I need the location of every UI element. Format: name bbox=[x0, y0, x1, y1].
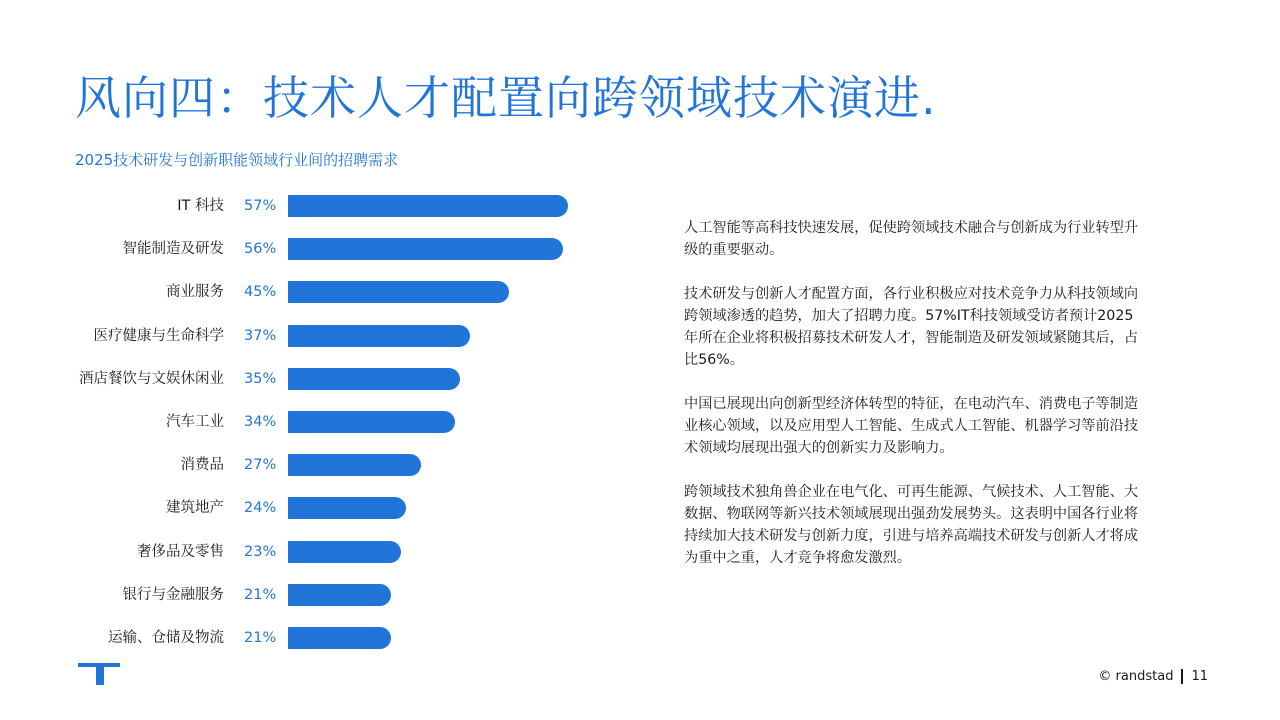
category-label: 运输、仓储及物流 bbox=[108, 630, 224, 646]
value-label: 34% bbox=[244, 414, 277, 430]
value-label: 27% bbox=[244, 457, 277, 474]
chart-row bbox=[0, 497, 640, 519]
category-label: 银行与金融服务 bbox=[122, 586, 224, 603]
chart-row bbox=[0, 281, 640, 303]
category-label: 智能制造及研发 bbox=[122, 241, 224, 258]
bar bbox=[288, 368, 460, 390]
paragraph: 人工智能等高科技快速发展，促使跨领域技术融合与创新成为行业转型升级的重要驱动。 bbox=[684, 220, 1139, 258]
paragraph: 跨领域技术独角兽企业在电气化、可再生能源、气候技术、人工智能、大数据、物联网等新兴技术领域展现出强劲发展势头。这表明中国各行业将持续加大技术研发与创新力度，引进与培养高端技术研发与创新人才将成为重中之重，人才竞争将愈发激烈。 bbox=[684, 484, 1139, 566]
chart-row bbox=[0, 454, 640, 476]
value-label: 35% bbox=[244, 370, 277, 387]
bar bbox=[288, 238, 563, 260]
bar bbox=[288, 195, 568, 217]
footer-divider bbox=[1181, 669, 1183, 684]
category-label: 消费品 bbox=[180, 457, 224, 474]
chart-title: 2025技术研发与创新职能领域行业间的招聘需求 bbox=[75, 151, 399, 169]
category-label: 医疗健康与生命科学 bbox=[93, 327, 224, 344]
bar bbox=[288, 454, 421, 476]
chart-row bbox=[0, 195, 640, 217]
category-label: 商业服务 bbox=[166, 284, 224, 301]
category-label: 汽车工业 bbox=[166, 414, 224, 430]
category-label: 奢侈品及零售 bbox=[137, 543, 224, 560]
category-label: 建筑地产 bbox=[166, 500, 224, 517]
body-text bbox=[684, 217, 1146, 591]
chart-row bbox=[0, 411, 640, 433]
chart-row bbox=[0, 627, 640, 649]
bar bbox=[288, 325, 470, 347]
category-label: IT 科技 bbox=[177, 198, 224, 214]
value-label: 45% bbox=[244, 284, 277, 301]
page-title: 风向四：技术人才配置向跨领域技术演进. bbox=[75, 71, 937, 125]
paragraph: 技术研发与创新人才配置方面，各行业积极应对技术竞争力从科技领域向跨领域渗透的趋势，加大了招聘力度。57%IT科技领域受访者预计2025年所在企业将积极招募技术研发人才，智能制造及研发领域紧随其后，占比56%。 bbox=[684, 286, 1139, 368]
bar bbox=[288, 281, 509, 303]
value-label: 57% bbox=[244, 198, 277, 214]
value-label: 21% bbox=[244, 630, 277, 646]
value-label: 24% bbox=[244, 500, 277, 517]
bar bbox=[288, 584, 391, 606]
bar bbox=[288, 627, 391, 649]
chart-row bbox=[0, 584, 640, 606]
randstad-logo-icon bbox=[77, 663, 121, 691]
chart-row bbox=[0, 238, 640, 260]
bar bbox=[288, 541, 401, 563]
footer bbox=[1098, 669, 1208, 684]
chart-row bbox=[0, 541, 640, 563]
category-label: 酒店餐饮与文娱休闲业 bbox=[79, 370, 224, 387]
copyright-brand: © randstad bbox=[1098, 669, 1174, 684]
value-label: 56% bbox=[244, 241, 277, 258]
page-number: 11 bbox=[1191, 669, 1208, 684]
bar bbox=[288, 497, 406, 519]
value-label: 21% bbox=[244, 586, 277, 603]
chart-row bbox=[0, 368, 640, 390]
paragraph: 中国已展现出向创新型经济体转型的特征，在电动汽车、消费电子等制造业核心领域，以及应用型人工智能、生成式人工智能、机器学习等前沿技术领域均展现出强大的创新实力及影响力。 bbox=[684, 396, 1139, 456]
value-label: 23% bbox=[244, 543, 277, 560]
value-label: 37% bbox=[244, 327, 277, 344]
chart-row bbox=[0, 325, 640, 347]
bar-chart bbox=[0, 190, 640, 660]
bar bbox=[288, 411, 455, 433]
